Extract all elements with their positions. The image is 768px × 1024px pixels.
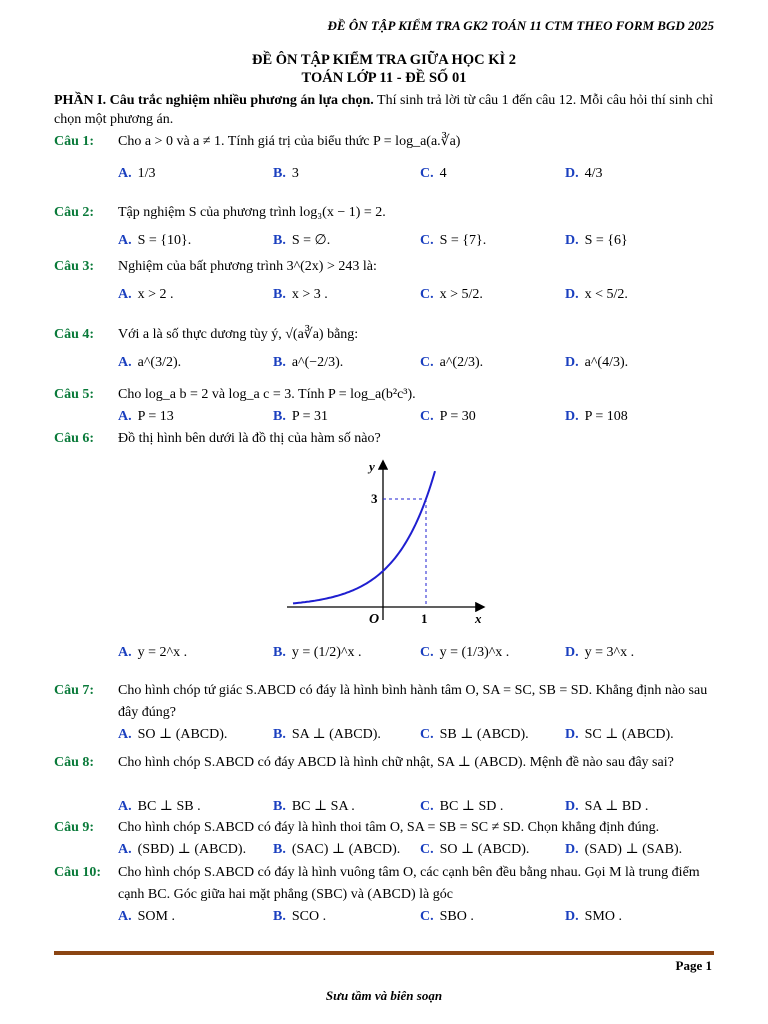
answer-options <box>118 163 718 187</box>
question-text: Cho a > 0 và a ≠ 1. Tính giá trị của biểu thức P = log_a(a.∛a) <box>118 134 461 149</box>
option-letter: B. <box>273 799 286 814</box>
option-value: BC ⊥ SD . <box>439 799 504 814</box>
question-label: Câu 8: <box>54 755 95 770</box>
option-letter: D. <box>565 842 579 857</box>
option-letter: A. <box>118 409 132 424</box>
y-tick-label: 3 <box>371 491 378 506</box>
option-a[interactable] <box>118 284 174 306</box>
option-value: P = 30 <box>439 409 476 424</box>
x-tick-label: 1 <box>421 611 428 626</box>
option-letter: D. <box>565 727 579 742</box>
option-letter: B. <box>273 409 286 424</box>
option-letter: A. <box>118 166 132 181</box>
question-label: Câu 7: <box>54 683 95 698</box>
answer-options <box>118 642 718 666</box>
option-letter: B. <box>273 233 286 248</box>
option-value: x > 2 . <box>137 287 174 302</box>
option-a[interactable] <box>118 724 227 746</box>
option-letter: C. <box>420 727 434 742</box>
option-letter: A. <box>118 355 132 370</box>
option-d[interactable] <box>565 906 622 928</box>
option-letter: D. <box>565 355 579 370</box>
answer-options <box>118 906 718 930</box>
option-a[interactable] <box>118 642 187 664</box>
option-value: y = (1/2)^x . <box>291 645 362 660</box>
x-axis-label: x <box>475 611 482 626</box>
option-letter: D. <box>565 166 579 181</box>
question-text: Cho hình chóp S.ABCD có đáy là hình thoi tâm O, SA = SB = SC ≠ SD. Chọn khẳng định đúng. <box>118 820 660 835</box>
option-b[interactable] <box>273 839 400 861</box>
question-label: Câu 4: <box>54 327 95 342</box>
option-value: SC ⊥ (ABCD). <box>584 727 674 742</box>
option-value: 1/3 <box>137 166 156 181</box>
option-value: x > 3 . <box>291 287 328 302</box>
option-letter: D. <box>565 409 579 424</box>
option-value: P = 31 <box>291 409 329 424</box>
option-value: SO ⊥ (ABCD). <box>137 727 228 742</box>
y-axis-label: y <box>369 459 375 474</box>
option-letter: C. <box>420 409 434 424</box>
option-letter: B. <box>273 355 286 370</box>
option-d[interactable] <box>565 796 648 818</box>
option-value: SO ⊥ (ABCD). <box>439 842 530 857</box>
question-text: Tập nghiệm S của phương trình log₃(x − 1) = 2. <box>118 205 386 220</box>
question-label: Câu 10: <box>54 865 102 880</box>
option-value: (SAD) ⊥ (SAB). <box>584 842 683 857</box>
option-letter: D. <box>565 645 579 660</box>
option-letter: D. <box>565 287 579 302</box>
option-a[interactable] <box>118 796 201 818</box>
option-letter: C. <box>420 355 434 370</box>
option-c[interactable] <box>420 906 474 928</box>
option-letter: B. <box>273 166 286 181</box>
option-value: a^(−2/3). <box>291 355 344 370</box>
option-letter: B. <box>273 842 286 857</box>
option-value: S = {6} <box>584 233 628 248</box>
question-text: Cho hình chóp tứ giác S.ABCD có đáy là hình bình hành tâm O, SA = SC, SB = SD. Khẳng định nào sau đây đúng? <box>118 683 708 720</box>
question-label: Câu 9: <box>54 820 95 835</box>
option-d[interactable] <box>565 839 682 861</box>
option-d[interactable] <box>565 406 628 428</box>
option-letter: B. <box>273 645 286 660</box>
footer-credit: Sưu tầm và biên soạn <box>325 988 443 1003</box>
option-value: (SBD) ⊥ (ABCD). <box>137 842 247 857</box>
option-value: BC ⊥ SA . <box>291 799 355 814</box>
option-c[interactable] <box>420 230 486 252</box>
part-description: Thí sinh trả lời từ câu 1 đến câu 12. Mỗi câu hỏi thí sinh chỉ chọn một phương án. <box>54 93 714 127</box>
option-b[interactable] <box>273 796 355 818</box>
option-letter: C. <box>420 287 434 302</box>
option-letter: C. <box>420 645 434 660</box>
option-value: P = 108 <box>584 409 628 424</box>
exam-subtitle: TOÁN LỚP 11 - ĐỀ SỐ 01 <box>301 70 467 86</box>
option-value: 4 <box>439 166 447 181</box>
exponential-curve <box>293 471 435 603</box>
option-b[interactable] <box>273 230 330 252</box>
option-letter: B. <box>273 287 286 302</box>
option-value: P = 13 <box>137 409 174 424</box>
question-label: Câu 5: <box>54 387 95 402</box>
question-text: Nghiệm của bất phương trình 3^(2x) > 243 là: <box>118 259 377 274</box>
option-b[interactable] <box>273 352 343 374</box>
option-letter: C. <box>420 233 434 248</box>
option-b[interactable] <box>273 906 326 928</box>
option-value: y = 2^x . <box>137 645 188 660</box>
answer-options <box>118 839 718 863</box>
option-letter: A. <box>118 287 132 302</box>
option-value: SOM . <box>137 909 175 924</box>
option-value: S = ∅. <box>291 233 331 248</box>
footer-rule <box>54 951 714 955</box>
question-text: Đồ thị hình bên dưới là đồ thị của hàm số nào? <box>118 431 381 446</box>
option-letter: D. <box>565 233 579 248</box>
answer-options <box>118 406 718 430</box>
page-number: Page 1 <box>675 958 712 973</box>
option-value: BC ⊥ SB . <box>137 799 201 814</box>
question-text: Cho hình chóp S.ABCD có đáy ABCD là hình chữ nhật, SA ⊥ (ABCD). Mệnh đề nào sau đây sai? <box>118 755 674 770</box>
running-header: ĐỀ ÔN TẬP KIỂM TRA GK2 TOÁN 11 CTM THEO FORM BGD 2025 <box>327 18 714 33</box>
option-value: a^(4/3). <box>584 355 629 370</box>
option-value: x < 5/2. <box>584 287 628 302</box>
part-instructions <box>54 91 714 129</box>
option-d[interactable] <box>565 724 674 746</box>
option-a[interactable] <box>118 839 246 861</box>
option-value: 4/3 <box>584 166 603 181</box>
option-letter: A. <box>118 842 132 857</box>
option-c[interactable] <box>420 642 509 664</box>
option-c[interactable] <box>420 839 529 861</box>
answer-options <box>118 284 718 308</box>
option-value: 3 <box>291 166 299 181</box>
option-letter: A. <box>118 727 132 742</box>
option-letter: B. <box>273 909 286 924</box>
option-letter: A. <box>118 909 132 924</box>
option-letter: A. <box>118 645 132 660</box>
option-b[interactable] <box>273 163 299 185</box>
option-letter: C. <box>420 842 434 857</box>
option-d[interactable] <box>565 352 628 374</box>
question-text: Cho hình chóp S.ABCD có đáy là hình vuông tâm O, các cạnh bên đều bằng nhau. Gọi M là trung điểm cạnh BC. Góc giữa hai mặt phẳng (SBC) và (ABCD) là góc <box>118 865 700 902</box>
option-d[interactable] <box>565 230 628 252</box>
option-value: SA ⊥ (ABCD). <box>291 727 381 742</box>
option-value: SCO . <box>291 909 327 924</box>
answer-options <box>118 352 718 376</box>
option-b[interactable] <box>273 724 381 746</box>
option-letter: D. <box>565 799 579 814</box>
option-letter: C. <box>420 909 434 924</box>
option-b[interactable] <box>273 406 328 428</box>
option-value: (SAC) ⊥ (ABCD). <box>291 842 401 857</box>
question-label: Câu 6: <box>54 431 95 446</box>
question-label: Câu 2: <box>54 205 95 220</box>
option-value: a^(3/2). <box>137 355 182 370</box>
option-value: x > 5/2. <box>439 287 483 302</box>
question-text: Với a là số thực dương tùy ý, √(a∛a) bằng: <box>118 327 359 342</box>
option-a[interactable] <box>118 906 175 928</box>
option-letter: A. <box>118 233 132 248</box>
option-value: y = 3^x . <box>584 645 635 660</box>
option-value: SMO . <box>584 909 622 924</box>
option-c[interactable] <box>420 724 529 746</box>
option-letter: C. <box>420 166 434 181</box>
option-d[interactable] <box>565 642 634 664</box>
option-d[interactable] <box>565 284 628 306</box>
part-heading: PHẦN I. Câu trắc nghiệm nhiều phương án lựa chọn. <box>54 93 374 108</box>
question-text: Cho log_a b = 2 và log_a c = 3. Tính P = log_a(b²c³). <box>118 387 416 402</box>
option-a[interactable] <box>118 230 191 252</box>
option-letter: D. <box>565 909 579 924</box>
option-letter: A. <box>118 799 132 814</box>
option-c[interactable] <box>420 352 483 374</box>
option-value: SA ⊥ BD . <box>584 799 649 814</box>
option-c[interactable] <box>420 163 447 185</box>
origin-label: O <box>369 612 380 627</box>
option-letter: B. <box>273 727 286 742</box>
option-b[interactable] <box>273 642 362 664</box>
question-label: Câu 3: <box>54 259 95 274</box>
function-graph <box>287 458 487 628</box>
option-value: S = {10}. <box>137 233 192 248</box>
option-d[interactable] <box>565 163 603 185</box>
option-value: a^(2/3). <box>439 355 484 370</box>
option-value: SB ⊥ (ABCD). <box>439 727 529 742</box>
exam-title: ĐỀ ÔN TẬP KIỂM TRA GIỮA HỌC KÌ 2 <box>252 52 516 68</box>
option-c[interactable] <box>420 284 483 306</box>
question-label: Câu 1: <box>54 134 95 149</box>
option-value: y = (1/3)^x . <box>439 645 510 660</box>
option-b[interactable] <box>273 284 328 306</box>
answer-options <box>118 724 718 748</box>
option-c[interactable] <box>420 796 503 818</box>
option-a[interactable] <box>118 163 156 185</box>
option-value: S = {7}. <box>439 233 487 248</box>
option-letter: C. <box>420 799 434 814</box>
option-a[interactable] <box>118 352 181 374</box>
option-value: SBO . <box>439 909 474 924</box>
option-c[interactable] <box>420 406 476 428</box>
answer-options <box>118 230 718 254</box>
option-a[interactable] <box>118 406 174 428</box>
